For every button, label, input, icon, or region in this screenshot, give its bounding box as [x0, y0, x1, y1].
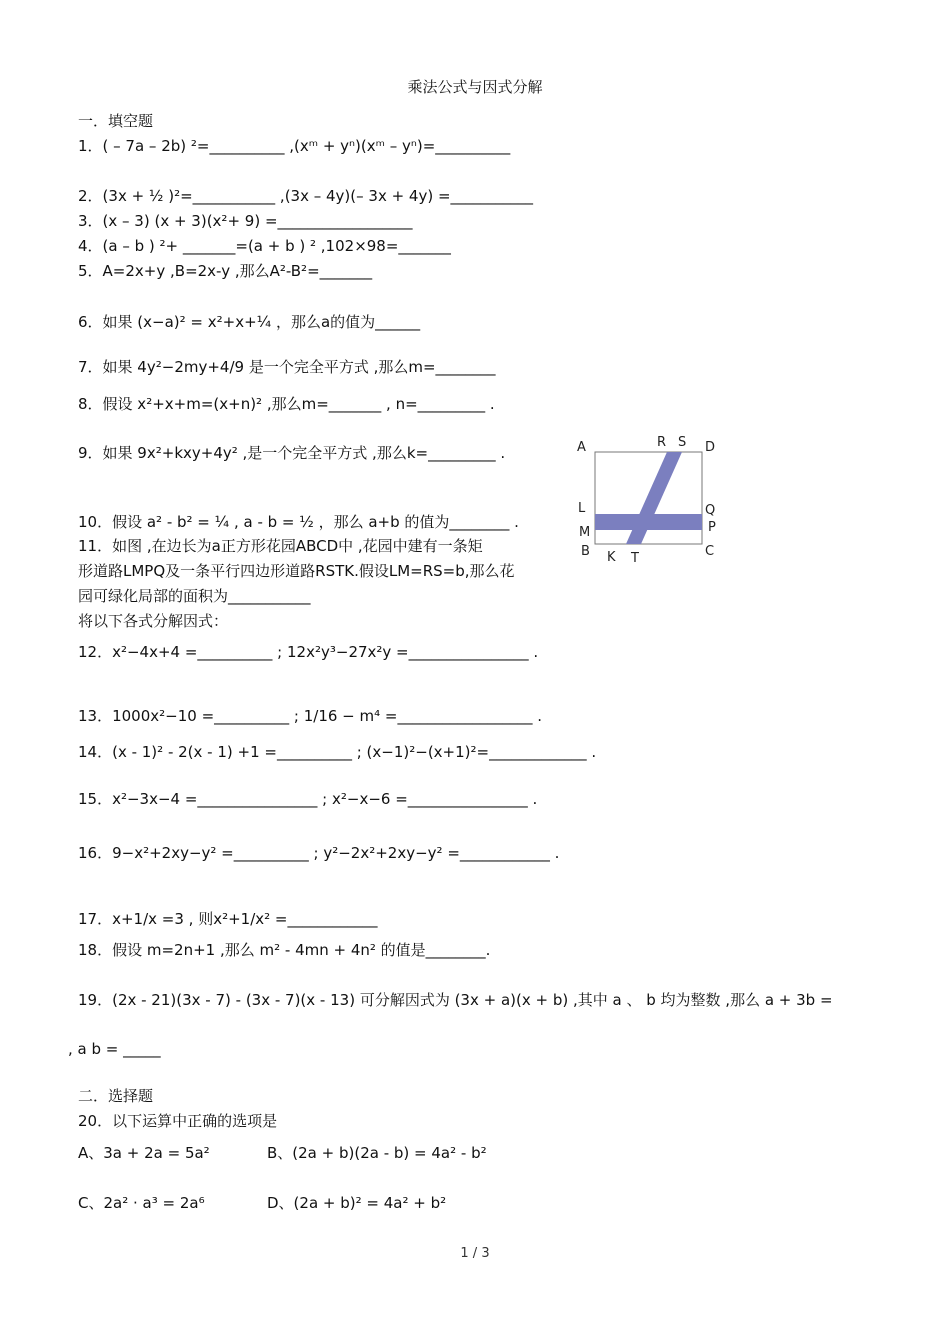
garden-figure: [574, 434, 724, 564]
question-line-q10: 10．假设 a² - b² = ¼ , a - b = ½ ，那么 a+b 的值为________ .: [78, 513, 519, 531]
label-a: A: [577, 440, 586, 455]
question-line-q13: 13．1000x²−10 =__________ ; 1/16 − m⁴ =__________________ .: [78, 707, 543, 725]
question-line-optC: C、2a² · a³ = 2a⁶: [78, 1194, 205, 1212]
parallelogram-road-rstk: [626, 452, 682, 544]
question-line-q11a: 11．如图 ,在边长为a正方形花园ABCD中 ,花园中建有一条矩: [78, 537, 483, 555]
question-line-optB: B、(2a + b)(2a - b) = 4a² - b²: [267, 1144, 487, 1162]
page-number: 1 / 3: [460, 1246, 490, 1261]
question-line-q15: 15．x²−3x−4 =________________ ; x²−x−6 =________________ .: [78, 790, 538, 808]
question-line-q16: 16．9−x²+2xy−y² =__________ ; y²−2x²+2xy−y² =____________ .: [78, 844, 560, 862]
question-line-q9: 9．如果 9x²+kxy+4y² ,是一个完全平方式 ,那么k=_________ .: [78, 444, 506, 462]
question-line-q19b: , a b = _____: [68, 1040, 161, 1058]
question-line-q5: 5．A=2x+y ,B=2x-y ,那么A²-B²=_______: [78, 262, 373, 280]
question-line-q14: 14．(x - 1)² - 2(x - 1) +1 =__________ ; (x−1)²−(x+1)²=_____________ .: [78, 743, 597, 761]
question-line-q20: 20．以下运算中正确的选项是: [78, 1112, 278, 1130]
label-d: D: [705, 440, 716, 455]
question-line-inst: 将以下各式分解因式：: [78, 612, 229, 630]
label-s: S: [678, 435, 687, 450]
label-r: R: [657, 435, 667, 450]
label-q: Q: [705, 503, 716, 518]
question-line-optD: D、(2a + b)² = 4a² + b²: [267, 1194, 447, 1212]
label-k: K: [607, 550, 616, 564]
question-line-q11c: 园可绿化局部的面积为___________: [78, 587, 311, 605]
section-fill-in-blank: 一．填空题: [78, 112, 154, 130]
question-line-q18: 18．假设 m=2n+1 ,那么 m² - 4mn + 4n² 的值是________.: [78, 941, 491, 959]
label-m: M: [579, 525, 591, 540]
question-line-q1: 1．( – 7a – 2b) ²=__________ ,(xᵐ + yⁿ)(xᵐ – yⁿ)=__________: [78, 137, 511, 155]
rectangle-road-lmpq: [595, 514, 702, 530]
question-line-q8: 8．假设 x²+x+m=(x+n)² ,那么m=_______ , n=_________ .: [78, 395, 495, 413]
question-line-optA: A、3a + 2a = 5a²: [78, 1144, 210, 1162]
question-line-section2: 二．选择题: [78, 1087, 154, 1105]
label-c: C: [705, 544, 715, 559]
question-line-q6: 6．如果 (x−a)² = x²+x+¼ ，那么a的值为______: [78, 313, 421, 331]
question-line-q17: 17．x+1/x =3 , 则x²+1/x² =____________: [78, 910, 378, 928]
question-line-q2: 2．(3x + ½ )²=___________ ,(3x – 4y)(– 3x + 4y) =___________: [78, 187, 534, 205]
label-t: T: [631, 551, 639, 564]
question-line-q11b: 形道路LMPQ及一条平行四边形道路RSTK.假设LM=RS=b,那么花: [78, 562, 515, 580]
question-line-q19a: 19．(2x - 21)(3x - 7) - (3x - 7)(x - 13) 可分解因式为 (3x + a)(x + b) ,其中 a 、 b 均为整数 ,那么 a + 3b =: [78, 991, 833, 1009]
question-line-q4: 4．(a – b ) ²+ _______=(a + b ) ² ,102×98=_______: [78, 237, 451, 255]
question-line-q3: 3．(x – 3) (x + 3)(x²+ 9) =__________________: [78, 212, 413, 230]
label-p: P: [708, 520, 716, 535]
label-l: L: [578, 501, 586, 516]
page-title: 乘法公式与因式分解: [407, 78, 543, 96]
question-line-q12: 12．x²−4x+4 =__________ ; 12x²y³−27x²y =________________ .: [78, 643, 539, 661]
garden-diagram: [574, 434, 724, 564]
question-line-q7: 7．如果 4y²−2my+4/9 是一个完全平方式 ,那么m=________: [78, 358, 496, 376]
label-b: B: [581, 544, 590, 559]
